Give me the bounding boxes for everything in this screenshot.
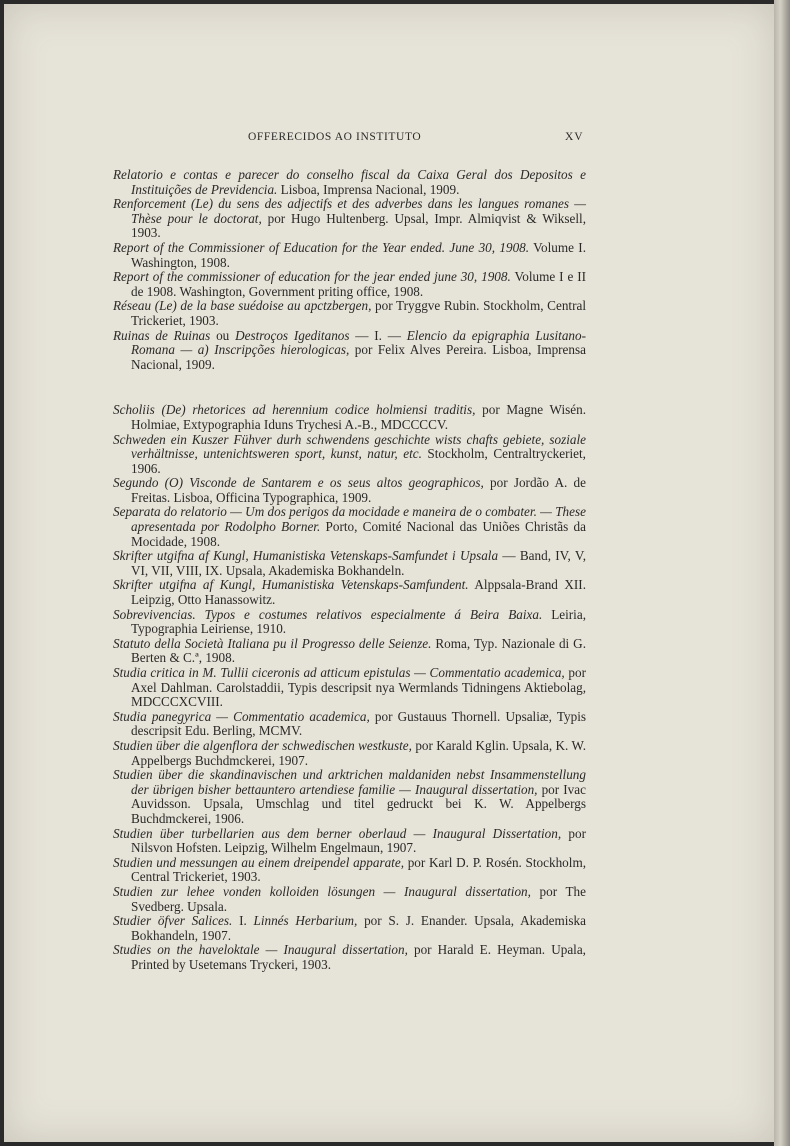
entry-title: Studien zur lehee vonden kolloiden lösungen — Inaugural dissertation, xyxy=(113,883,531,899)
bibliography-group-r xyxy=(113,168,586,372)
section-gap xyxy=(113,372,586,403)
entry-imprint: por Ivac Auvidsson. Upsala, Umschlag und titel gedruckt bei K. W. Appelbergs Buchdmckerei, 1906. xyxy=(131,781,586,826)
entry-title: Segundo (O) Visconde de Santarem e os seus altos geographicos, xyxy=(113,475,484,491)
entry-title: Sobrevivencias. Typos e costumes relativos especialmente á Beira Baixa. xyxy=(113,606,543,622)
bibliography-entry xyxy=(113,578,586,607)
entry-imprint: por Karl D. P. Rosén. Stockholm, Central Trickeriet, 1903. xyxy=(131,854,586,885)
page-number: XV xyxy=(565,131,584,143)
entry-title: Studia critica in M. Tullii ciceronis ad atticum epistulas — Commentatio academica, xyxy=(113,665,565,680)
entry-imprint: Volume I e II de 1908. Washington, Government priting office, 1908. xyxy=(131,269,587,299)
bibliography-entry xyxy=(113,637,586,666)
bibliography-list xyxy=(113,168,586,972)
bibliography-entry xyxy=(113,710,586,739)
entry-title: Studien und messungen au einem dreipendel apparate, xyxy=(113,854,404,870)
entry-imprint: ou xyxy=(210,327,236,343)
entry-title: Ruinas de Ruinas xyxy=(113,327,211,343)
bibliography-entry xyxy=(113,241,586,270)
entry-imprint: Alppsala-Brand XII. Leipzig, Otto Hanassowitz. xyxy=(131,577,586,608)
entry-title: Skrifter utgifna af Kungl, Humanistiska Vetenskaps-Samfundent. xyxy=(113,577,469,593)
entry-imprint: por Nilsvon Hofsten. Leipzig, Wilhelm Engelmaun, 1907. xyxy=(131,825,586,856)
entry-title: Studien über turbellarien aus dem berner oberlaud — Inaugural Dissertation, xyxy=(113,825,562,841)
bibliography-entry xyxy=(113,168,586,197)
running-head xyxy=(0,131,790,151)
entry-imprint: por Magne Wisén. Holmiae, Extypographia Iduns Trychesi A.-B., MDCCCCV. xyxy=(131,402,586,432)
entry-title: Separata do relatorio — Um dos perigos da mocidade e maneira de o combater. — These apresentada por Rodolpho Borner. xyxy=(113,504,586,535)
entry-title: Schweden ein Kuszer Fühver durh schwendens geschichte wists chafts gebiete, soziale verhältnisse, untenichtsweren sport, kunst, natur, etc. xyxy=(113,431,586,462)
entry-imprint: por Harald E. Heyman. Upala, Printed by Usetemans Tryckeri, 1903. xyxy=(131,942,586,972)
entry-title: Renforcement (Le) du sens des adjectifs et des adverbes dans les langues romanes — Thèse pour le doctorat, xyxy=(113,196,586,226)
entry-title: Skrifter utgifna af Kungl, Humanistiska Vetenskaps-Samfundet i Upsala xyxy=(113,548,499,564)
bibliography-entry xyxy=(113,739,586,768)
entry-title: Réseau (Le) de la base suédoise au apctzbergen, xyxy=(113,298,372,314)
entry-imprint: por Karald Kglin. Upsala, K. W. Appelbergs Buchdmckerei, 1907. xyxy=(131,737,587,768)
bibliography-entry xyxy=(113,403,586,432)
bibliography-entry xyxy=(113,299,586,328)
entry-imprint: I. xyxy=(232,913,254,929)
bibliography-entry xyxy=(113,197,586,241)
entry-title: Destroços Igeditanos xyxy=(235,327,350,343)
entry-imprint: Stockholm, Centraltryckeriet, 1906. xyxy=(131,446,586,476)
entry-imprint: Roma, Typ. Nazionale di G. Berten & C.ª, 1908. xyxy=(131,635,587,666)
bibliography-entry xyxy=(113,329,586,373)
entry-imprint: por Hugo Hultenberg. Upsal, Impr. Almiqvist & Wiksell, 1903. xyxy=(131,210,586,241)
entry-title: Statuto della Società Italiana pu il Progresso delle Seienze. xyxy=(113,635,432,651)
entry-imprint: Leiria, Typographia Leiriense, 1910. xyxy=(131,606,586,637)
bibliography-entry xyxy=(113,856,586,885)
entry-imprint: Volume I. Washington, 1908. xyxy=(131,239,586,270)
entry-imprint: — Band, IV, V, VI, VII, VIII, IX. Upsala, Akademiska Bokhandeln. xyxy=(131,548,586,578)
running-head-title: OFFERECIDOS AO INSTITUTO xyxy=(248,131,422,143)
bibliography-entry xyxy=(113,885,586,914)
page-edge xyxy=(774,0,790,1146)
entry-title: Relatorio e contas e parecer do conselho fiscal da Caixa Geral dos Depositos e Instituições de Previdencia. xyxy=(113,167,586,197)
bibliography-entry xyxy=(113,768,586,826)
bibliography-entry xyxy=(113,943,586,972)
bibliography-entry xyxy=(113,666,586,710)
bibliography-entry xyxy=(113,433,586,477)
entry-imprint: por Jordão A. de Freitas. Lisboa, Officina Typographica, 1909. xyxy=(131,475,586,505)
entry-imprint: por Felix Alves Pereira. Lisboa, Imprensa Nacional, 1909. xyxy=(131,342,586,372)
entry-title: Studia panegyrica — Commentatio academica, xyxy=(113,708,370,724)
bibliography-group-s xyxy=(113,403,586,972)
entry-title: Studier öfver Salices. xyxy=(113,913,233,929)
bibliography-entry xyxy=(113,914,586,943)
entry-title: Report of the commissioner of education for the jear ended june 30, 1908. xyxy=(113,269,511,285)
entry-title: Report of the Commissioner of Education for the Year ended. June 30, 1908. xyxy=(113,239,530,255)
entry-imprint: Porto, Comité Nacional das Uniões Christãs da Mocidade, 1908. xyxy=(131,519,586,549)
entry-title: Studien über die algenflora der schwedischen westkuste, xyxy=(113,737,412,753)
entry-imprint: — I. — xyxy=(349,327,407,343)
entry-imprint: por Axel Dahlman. Carolstaddii, Typis descripsit nya Wermlands Tidningens Aktiebolag, MDCCCXCVIII. xyxy=(131,665,586,710)
bibliography-entry xyxy=(113,549,586,578)
bibliography-entry xyxy=(113,608,586,637)
bibliography-entry xyxy=(113,270,586,299)
entry-title: Studies on the haveloktale — Inaugural dissertation, xyxy=(113,942,408,958)
entry-imprint: por The Svedberg. Upsala. xyxy=(131,883,586,914)
entry-imprint: por S. J. Enander. Upsala, Akademiska Bokhandeln, 1907. xyxy=(131,913,587,943)
entry-title: Scholiis (De) rhetorices ad herennium codice holmiensi traditis, xyxy=(113,402,476,418)
entry-title: Linnés Herbarium, xyxy=(253,913,358,929)
entry-imprint: Lisboa, Imprensa Nacional, 1909. xyxy=(277,181,460,197)
bibliography-entry xyxy=(113,827,586,856)
bibliography-entry xyxy=(113,505,586,549)
entry-imprint: por Tryggve Rubin. Stockholm, Central Trickeriet, 1903. xyxy=(131,298,586,328)
entry-imprint: por Gustauus Thornell. Upsaliæ, Typis descripsit Edu. Berling, MCMV. xyxy=(131,708,586,739)
entry-title: Elencio da epigraphia Lusitano-Romana — a) Inscripções hierologicas, xyxy=(131,327,586,358)
entry-title: Studien über die skandinavischen und arktrichen maldaniden nebst Insammenstellung der übrigen bisher bettauntero artendiese familie — Inaugural dissertation, xyxy=(113,767,586,797)
bibliography-entry xyxy=(113,476,586,505)
